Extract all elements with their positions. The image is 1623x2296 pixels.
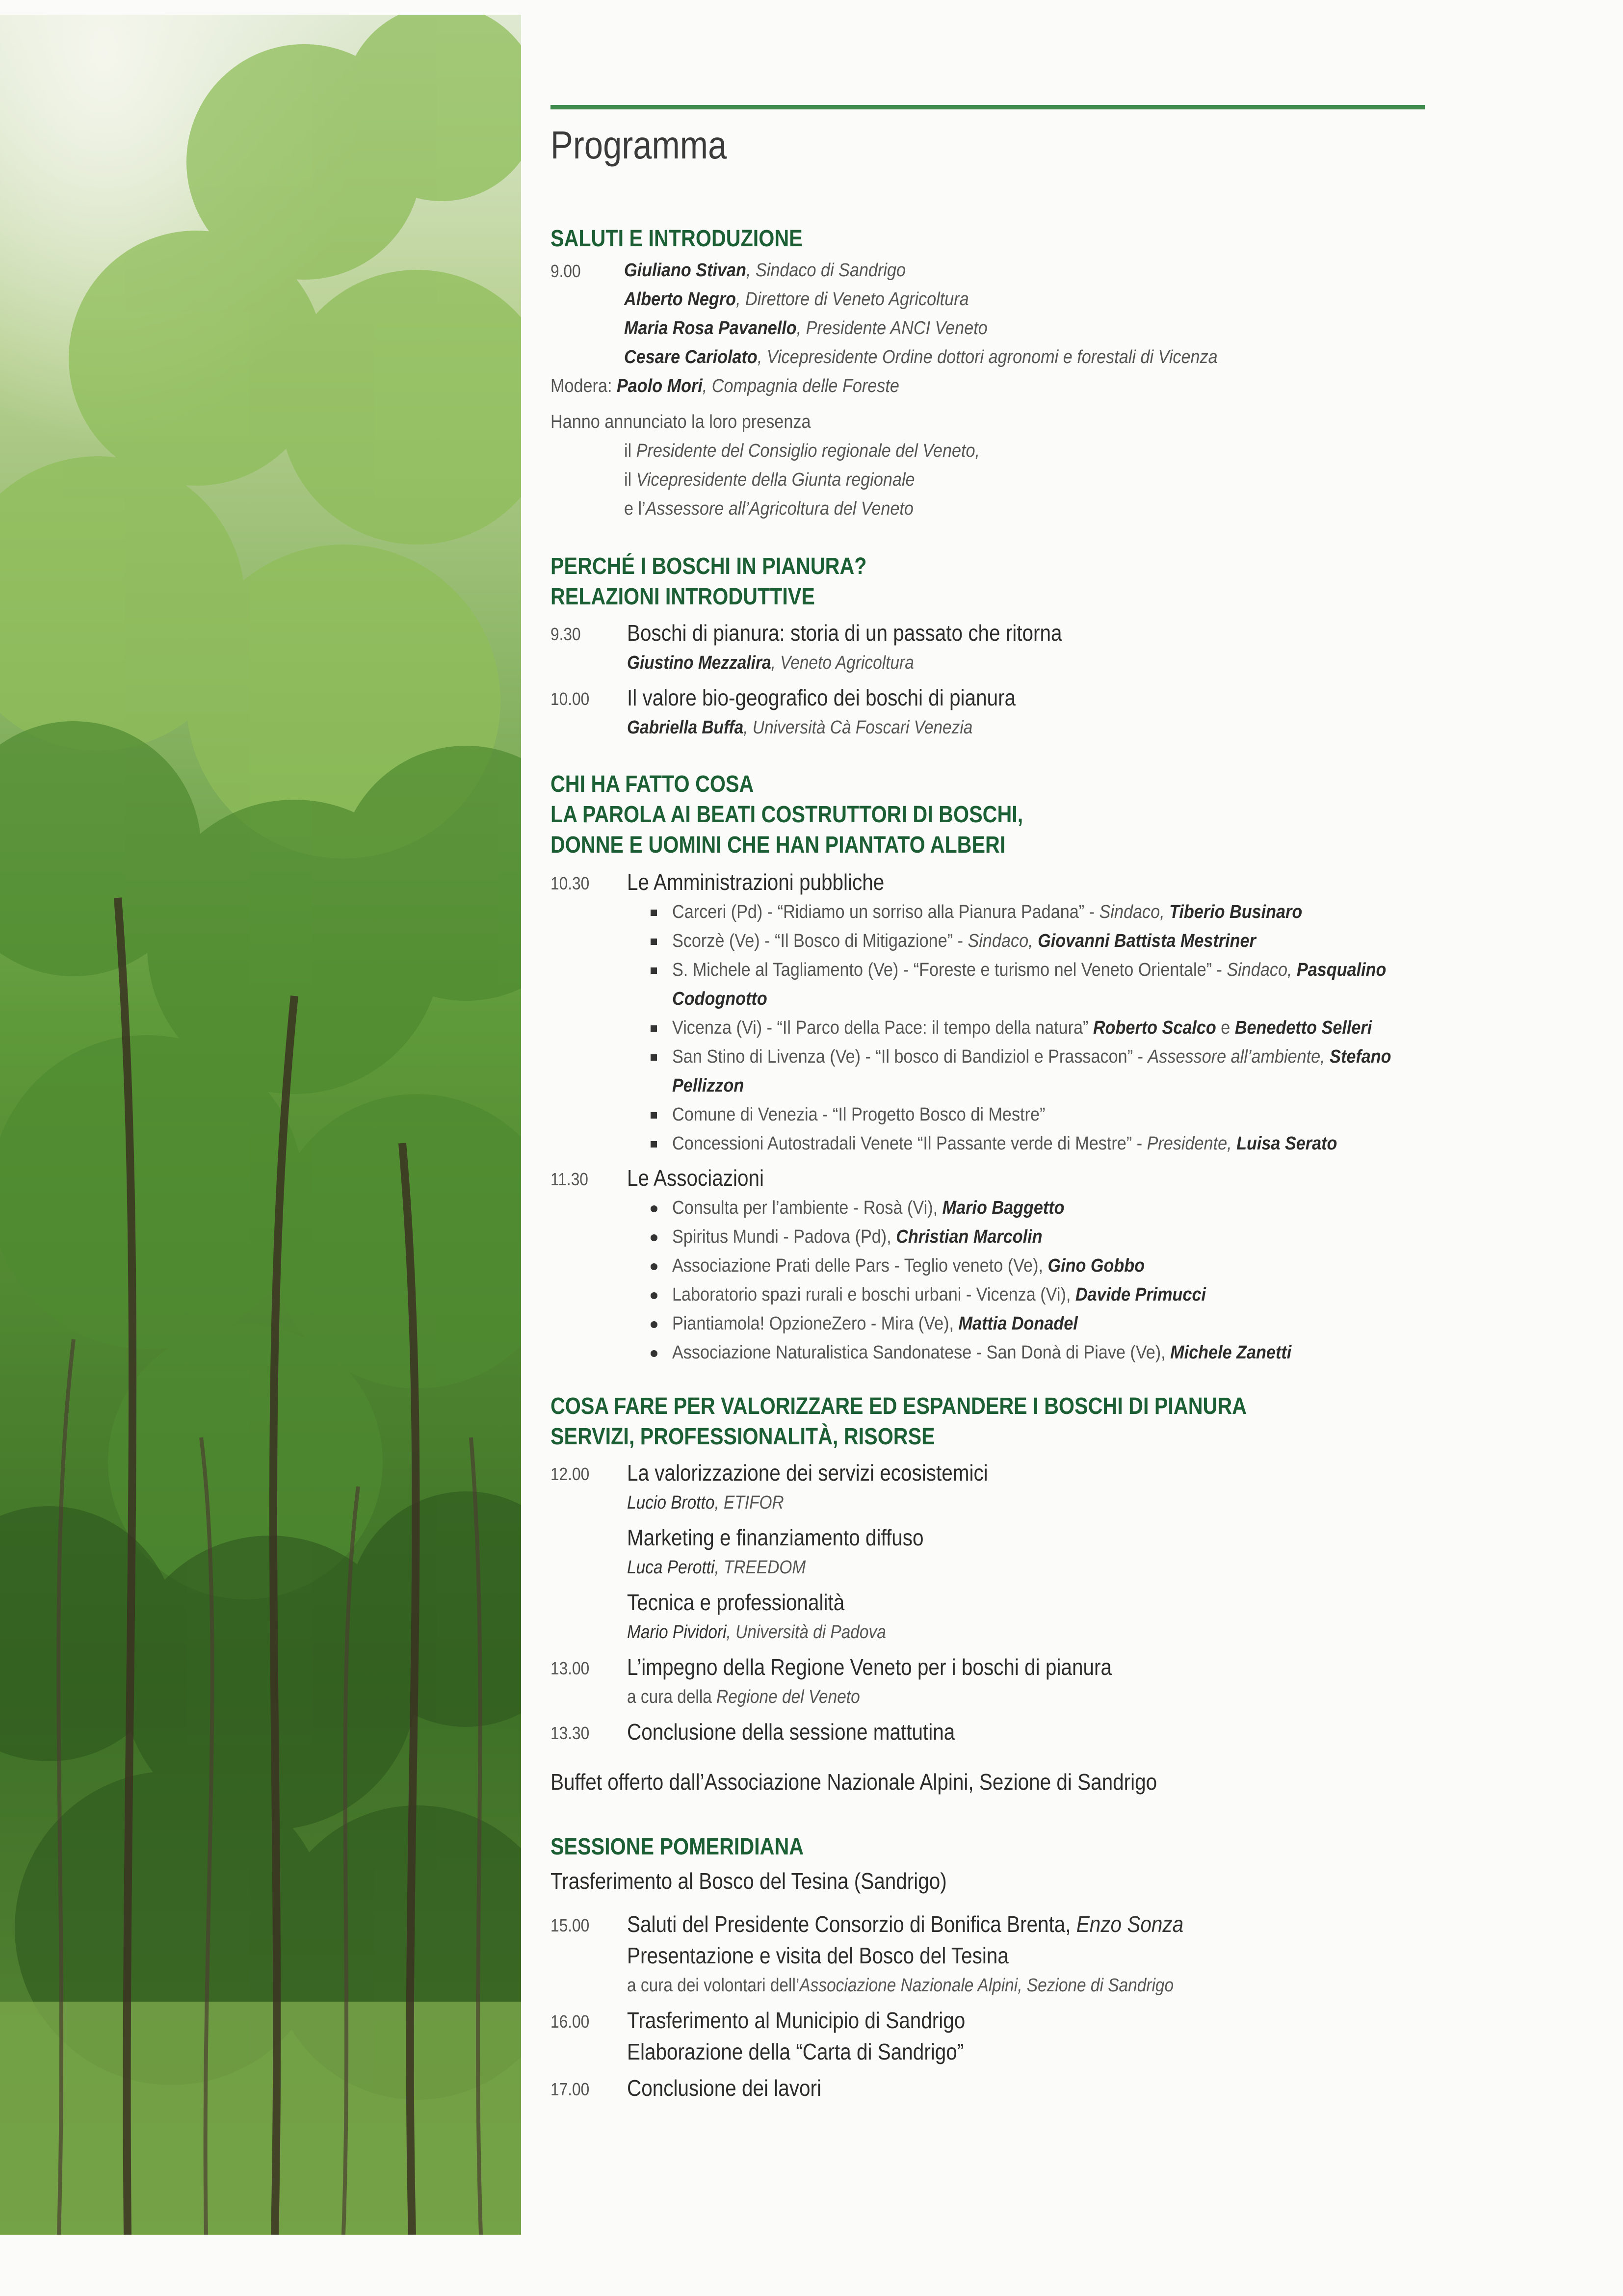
item-speaker: Giustino Mezzalira, Veneto Agricoltura [627, 652, 914, 673]
speaker-line: Giuliano Stivan, Sindaco di Sandrigo [624, 260, 906, 281]
list-item: Scorzè (Ve) - “Il Bosco di Mitigazione” - Sindaco, Giovanni Battista Mestriner [649, 927, 1467, 956]
section-heading: SALUTI E INTRODUZIONE [550, 226, 803, 252]
item-title: Saluti del Presidente Consorzio di Bonifica Brenta, Enzo Sonza [627, 1911, 1184, 1937]
list-item: Associazione Prati delle Pars - Teglio veneto (Ve), Gino Gobbo [649, 1252, 1467, 1280]
forest-photo [0, 15, 521, 2235]
list-item: Piantiamola! OpzioneZero - Mira (Ve), Mattia Donadel [649, 1309, 1467, 1338]
announced-label: Hanno annunciato la loro presenza [550, 412, 811, 432]
time-label: 15.00 [550, 1915, 590, 1935]
section-afternoon [550, 1832, 1586, 2104]
program-item [550, 1587, 1581, 1646]
item-title: Tecnica e professionalità [627, 1590, 845, 1615]
section-what [550, 1391, 1586, 1798]
speaker-line: Cesare Cariolato, Vicepresidente Ordine dottori agronomi e forestali di Vicenza [624, 347, 1218, 367]
section-heading: PERCHÉ I BOSCHI IN PIANURA? [550, 553, 867, 579]
item-title: Marketing e finanziamento diffuso [627, 1525, 924, 1550]
item-title: Conclusione dei lavori [627, 2075, 822, 2101]
program-item [550, 1522, 1581, 1582]
time-label: 13.30 [550, 1723, 590, 1743]
moderator-line: Modera: Paolo Mori, Compagnia delle Foreste [550, 376, 899, 396]
item-speaker: a cura dei volontari dell’Associazione Nazionale Alpini, Sezione di Sandrigo [627, 1975, 1174, 1996]
list-item: Consulta per l’ambiente - Rosà (Vi), Mario Baggetto [649, 1194, 1467, 1223]
section-subheading: DONNE E UOMINI CHE HAN PIANTATO ALBERI [550, 832, 1006, 858]
time-label: 13.00 [550, 1658, 590, 1678]
list-item: San Stino di Livenza (Ve) - “Il bosco di Bandiziol e Prassacon” - Assessore all’ambiente, Stefano Pellizzon [649, 1043, 1467, 1100]
item-title: La valorizzazione dei servizi ecosistemici [627, 1460, 988, 1486]
item-speaker: Mario Pividori, Università di Padova [627, 1622, 886, 1643]
item-title: Trasferimento al Municipio di Sandrigo [627, 2008, 966, 2033]
item-title: Il valore bio-geografico dei boschi di pianura [627, 685, 1016, 710]
program-item [550, 682, 1581, 742]
item-speaker: Lucio Brotto, ETIFOR [627, 1492, 784, 1513]
program-item [550, 1162, 1581, 1194]
admin-list [550, 898, 1586, 1158]
item-speaker: Gabriella Buffa, Università Cà Foscari Venezia [627, 717, 973, 738]
section-intro [550, 224, 1586, 523]
program-item [550, 1457, 1581, 1517]
item-speaker: Luca Perotti, TREEDOM [627, 1557, 806, 1578]
program-item [550, 2005, 1581, 2067]
section-subheading: SERVIZI, PROFESSIONALITÀ, RISORSE [550, 1424, 935, 1450]
item-title: Le Associazioni [627, 1165, 764, 1191]
section-why [550, 551, 1586, 742]
item-title: L’impegno della Regione Veneto per i boschi di pianura [627, 1654, 1112, 1680]
association-list [550, 1194, 1586, 1367]
section-subheading: LA PAROLA AI BEATI COSTRUTTORI DI BOSCHI, [550, 802, 1023, 828]
page-title: Programma [550, 123, 727, 167]
item-title: Le Amministrazioni pubbliche [627, 869, 885, 895]
item-title: Boschi di pianura: storia di un passato che ritorna [627, 620, 1062, 646]
list-item: Comune di Venezia - “Il Progetto Bosco di Mestre” [649, 1100, 1467, 1129]
time-label: 10.30 [550, 873, 590, 893]
speaker-line: Alberto Negro, Direttore di Veneto Agricoltura [624, 289, 969, 310]
item-title: Conclusione della sessione mattutina [627, 1719, 955, 1745]
speaker-line: Maria Rosa Pavanello, Presidente ANCI Veneto [624, 318, 988, 339]
time-label: 10.00 [550, 689, 590, 709]
program-item [550, 1651, 1581, 1711]
program-item [550, 2072, 1581, 2104]
announced-line: il Presidente del Consiglio regionale del Veneto, [624, 441, 980, 461]
header-rule [550, 105, 1425, 109]
list-item: Laboratorio spazi rurali e boschi urbani - Vicenza (Vi), Davide Primucci [649, 1280, 1467, 1309]
list-item: Spiritus Mundi - Padova (Pd), Christian Marcolin [649, 1223, 1467, 1252]
item-title: Presentazione e visita del Bosco del Tesina [627, 1943, 1009, 1968]
time-label: 9.30 [550, 624, 581, 644]
item-speaker: a cura della Regione del Veneto [627, 1687, 860, 1707]
section-heading: COSA FARE PER VALORIZZARE ED ESPANDERE I BOSCHI DI PIANURA [550, 1393, 1247, 1419]
time-label: 17.00 [550, 2079, 590, 2099]
transfer-note: Trasferimento al Bosco del Tesina (Sandrigo) [550, 1868, 947, 1894]
section-who [550, 769, 1586, 1367]
item-title: Elaborazione della “Carta di Sandrigo” [627, 2039, 964, 2064]
program-item [550, 617, 1581, 677]
time-label: 9.00 [550, 261, 581, 281]
section-heading: CHI HA FATTO COSA [550, 771, 754, 797]
time-label: 16.00 [550, 2011, 590, 2032]
program-content [550, 0, 1586, 2257]
list-item: Carceri (Pd) - “Ridiamo un sorriso alla Pianura Padana” - Sindaco, Tiberio Businaro [649, 898, 1467, 927]
announced-line: e l’Assessore all’Agricoltura del Veneto [624, 498, 914, 519]
buffet-note: Buffet offerto dall’Associazione Nazionale Alpini, Sezione di Sandrigo [550, 1769, 1157, 1795]
section-subheading: RELAZIONI INTRODUTTIVE [550, 584, 815, 610]
time-label: 11.30 [550, 1169, 588, 1189]
list-item: Concessioni Autostradali Venete “Il Passante verde di Mestre” - Presidente, Luisa Serato [649, 1129, 1467, 1158]
list-item: S. Michele al Tagliamento (Ve) - “Foreste e turismo nel Veneto Orientale” - Sindaco, Pasqualino Codognotto [649, 956, 1467, 1014]
announced-line: il Vicepresidente della Giunta regionale [624, 470, 915, 490]
section-heading: SESSIONE POMERIDIANA [550, 1834, 804, 1860]
list-item: Associazione Naturalistica Sandonatese - San Donà di Piave (Ve), Michele Zanetti [649, 1338, 1467, 1367]
program-item [550, 1716, 1581, 1748]
program-item [550, 1908, 1581, 2000]
time-label: 12.00 [550, 1464, 590, 1484]
program-item [550, 866, 1581, 898]
list-item: Vicenza (Vi) - “Il Parco della Pace: il tempo della natura” Roberto Scalco e Benedetto Selleri [649, 1014, 1467, 1043]
